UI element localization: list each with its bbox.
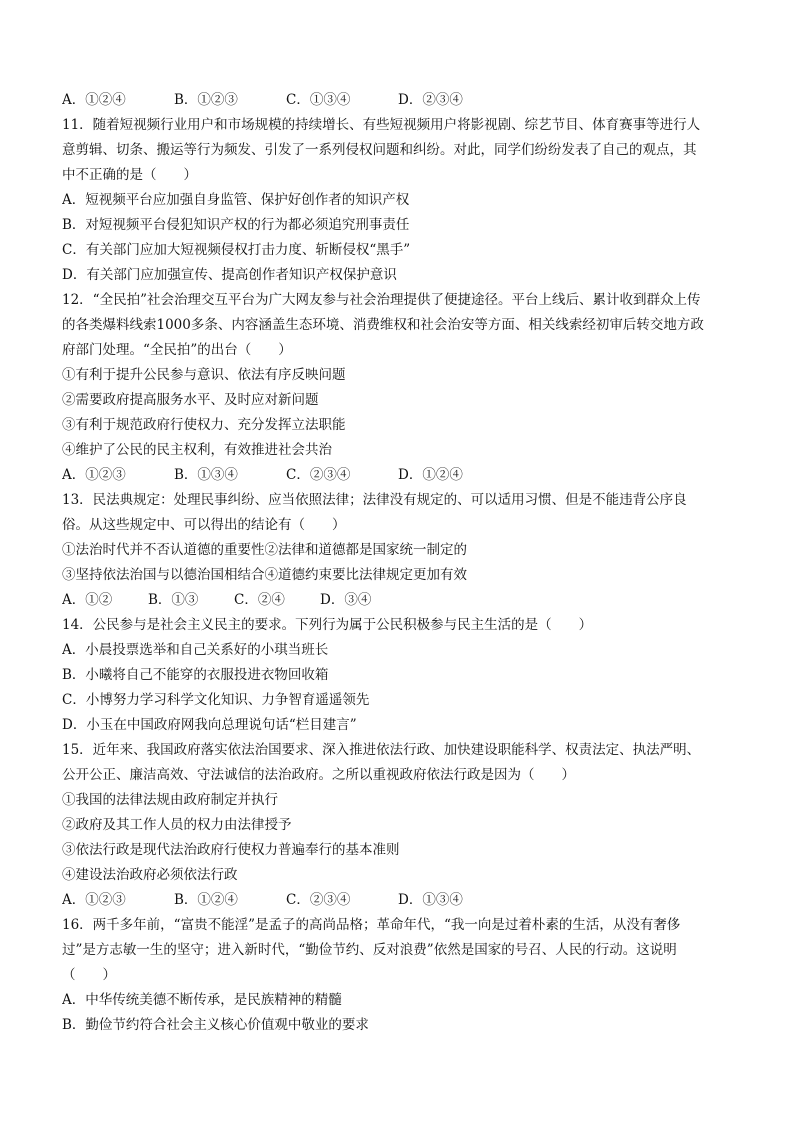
- option-a: A．①②: [62, 592, 113, 608]
- question-stem-line: 14．公民参与是社会主义民主的要求。下列行为属于公民积极参与民主生活的是（ ）: [62, 617, 593, 633]
- choice-c: C．有关部门应加大短视频侵权打击力度、斩断侵权“黑手”: [62, 242, 411, 258]
- option-d: D．①③④: [398, 892, 463, 908]
- question-stem-line: 公开公正、廉洁高效、守法诚信的法治政府。之所以重视政府依法行政是因为（ ）: [62, 767, 575, 783]
- question-11: [62, 113, 742, 288]
- option-b: B．①③④: [174, 467, 238, 483]
- question-stem-line: 16．两千多年前，“富贵不能淫”是孟子的高尚品格；革命年代，“我一向是过着朴素的生活，从没有奢侈: [62, 917, 681, 933]
- option-c: C．②③④: [286, 892, 351, 908]
- question-stem-line: 中不正确的是（ ）: [62, 167, 197, 183]
- statement-item: ①法治时代并不否认道德的重要性②法律和道德都是国家统一制定的: [62, 542, 467, 558]
- page-content: [62, 88, 742, 1038]
- question-12: [62, 288, 742, 488]
- option-a: A．①②③: [62, 892, 126, 908]
- statement-item: ①有利于提升公民参与意识、依法有序反映问题: [62, 367, 346, 383]
- question-16: [62, 913, 742, 1038]
- top-options: [62, 88, 742, 113]
- question-stem-line: 府部门处理。“全民拍”的出台（ ）: [62, 342, 292, 358]
- option-b: B．①②③: [174, 92, 238, 108]
- question-stem-line: （ ）: [62, 967, 116, 983]
- option-c: C．②③④: [286, 467, 351, 483]
- choice-b: B．勤俭节约符合社会主义核心价值观中敬业的要求: [62, 1017, 369, 1033]
- statement-item: ①我国的法律法规由政府制定并执行: [62, 792, 278, 808]
- question-stem-line: 13．民法典规定：处理民事纠纷、应当依照法律；法律没有规定的、可以适用习惯、但是不能违背公序良: [62, 492, 687, 508]
- choice-a: A．中华传统美德不断传承，是民族精神的精髓: [62, 992, 342, 1008]
- option-b: B．①②④: [174, 892, 238, 908]
- statement-item: ②需要政府提高服务水平、及时应对新问题: [62, 392, 319, 408]
- option-b: B．①③: [148, 592, 199, 608]
- question-stem-line: 过”是方志敏一生的坚守；进入新时代，“勤俭节约、反对浪费”依然是国家的号召、人民的行动。这说明: [62, 942, 677, 958]
- statement-item: ④维护了公民的民主权利，有效推进社会共治: [62, 442, 332, 458]
- statement-item: ③依法行政是现代法治政府行使权力普遍奉行的基本准则: [62, 842, 400, 858]
- question-stem-line: 15．近年来、我国政府落实依法治国要求、深入推进依法行政、加快建设职能科学、权责法定、执法严明、: [62, 742, 701, 758]
- option-c: C．②④: [234, 592, 285, 608]
- choice-c: C．小博努力学习科学文化知识、力争智育遥遥领先: [62, 692, 370, 708]
- choice-b: B．对短视频平台侵犯知识产权的行为都必须追究刑事责任: [62, 217, 410, 233]
- choice-a: A．短视频平台应加强自身监管、保护好创作者的知识产权: [62, 192, 410, 208]
- question-14: [62, 613, 742, 738]
- question-15: [62, 738, 742, 913]
- question-stem-line: 的各类爆料线索1000多条、内容涵盖生态环境、消费维权和社会治安等方面、相关线索经初审后转交地方政: [62, 317, 704, 333]
- option-d: D．①②④: [398, 467, 463, 483]
- choice-d: D．小玉在中国政府网我向总理说句话“栏目建言”: [62, 717, 357, 733]
- statement-item: ④建设法治政府必须依法行政: [62, 867, 238, 883]
- question-stem-line: 俗。从这些规定中、可以得出的结论有（ ）: [62, 517, 346, 533]
- question-stem-line: 12．“全民拍”社会治理交互平台为广大网友参与社会治理提供了便捷途径。平台上线后、累计收到群众上传: [62, 292, 701, 308]
- option-d: D．②③④: [398, 92, 463, 108]
- answer-options: [62, 588, 742, 613]
- question-stem-line: 意剪辑、切条、搬运等行为频发、引发了一系列侵权问题和纠纷。对此，同学们纷纷发表了自己的观点，其: [62, 142, 697, 158]
- option-c: C．①③④: [286, 92, 351, 108]
- answer-options: [62, 888, 742, 913]
- choice-b: B．小曦将自己不能穿的衣服投进衣物回收箱: [62, 667, 329, 683]
- choice-a: A．小晨投票选举和自己关系好的小琪当班长: [62, 642, 329, 658]
- choice-d: D．有关部门应加强宣传、提高创作者知识产权保护意识: [62, 267, 397, 283]
- question-stem-line: 11．随着短视频行业用户和市场规模的持续增长、有些短视频用户将影视剧、综艺节目、体育赛事等进行人: [62, 117, 701, 133]
- option-a: A．①②③: [62, 467, 126, 483]
- statement-item: ②政府及其工作人员的权力由法律授予: [62, 817, 292, 833]
- option-d: D．③④: [320, 592, 372, 608]
- statement-item: ③坚持依法治国与以德治国相结合④道德约束要比法律规定更加有效: [62, 567, 467, 583]
- statement-item: ③有利于规范政府行使权力、充分发挥立法职能: [62, 417, 346, 433]
- answer-options: [62, 463, 742, 488]
- question-13: [62, 488, 742, 613]
- option-a: A．①②④: [62, 92, 126, 108]
